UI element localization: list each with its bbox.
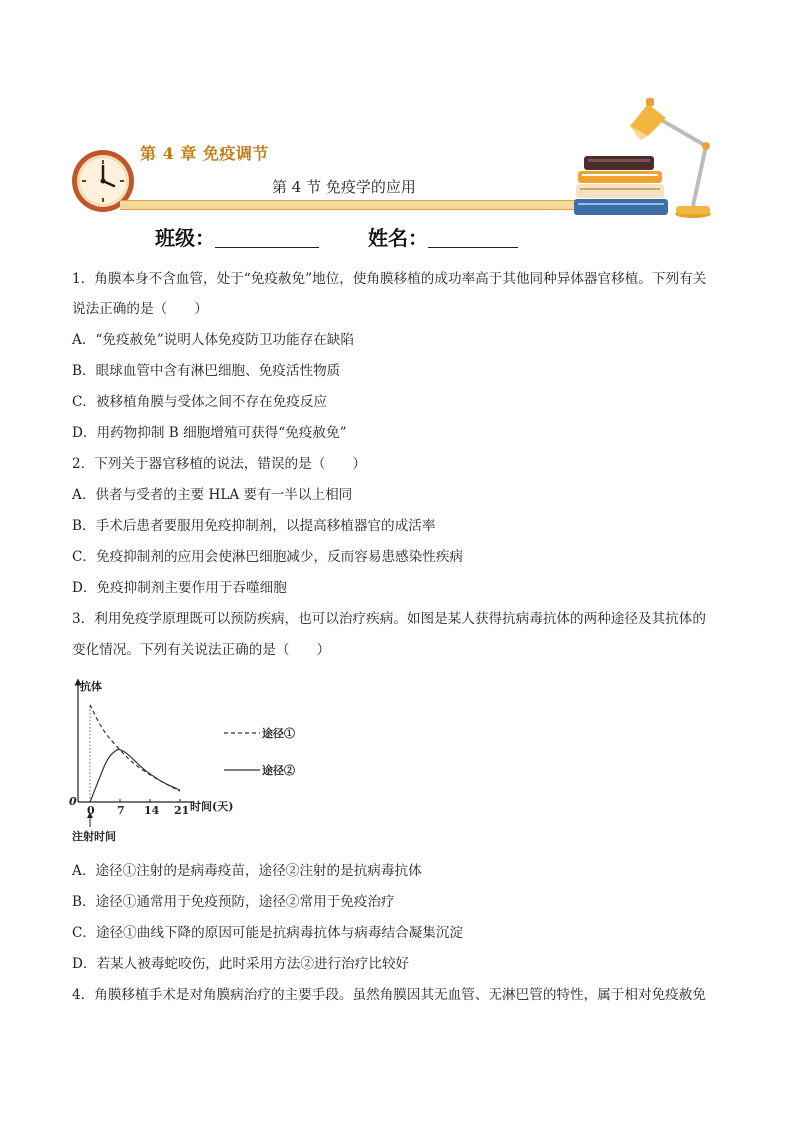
class-blank[interactable]	[215, 227, 319, 248]
series-line-1	[90, 705, 180, 791]
question-3-option-b[interactable]: B．途径①通常用于免疫预防，途径②常用于免疫治疗	[72, 894, 395, 910]
x-tick-label-21: 21	[174, 804, 190, 817]
question-1-stem-line-1: 1．角膜本身不含血管，处于“免疫赦免”地位，使角膜移植的成功率高于其他同种异体器官移植。下列有关	[72, 271, 707, 287]
question-3-option-a[interactable]: A．途径①注射的是病毒疫苗，途径②注射的是抗病毒抗体	[72, 863, 422, 879]
question-2-option-d[interactable]: D．免疫抑制剂主要作用于吞噬细胞	[72, 580, 287, 596]
x-tick-label-14: 14	[144, 804, 160, 817]
name-blank[interactable]	[428, 227, 518, 248]
header-band	[120, 200, 590, 210]
question-1-option-c[interactable]: C．被移植角膜与受体之间不存在免疫反应	[72, 394, 328, 410]
question-1-option-b[interactable]: B．眼球血管中含有淋巴细胞、免疫活性物质	[72, 363, 341, 379]
question-2-option-a[interactable]: A．供者与受者的主要 HLA 要有一半以上相同	[72, 487, 353, 503]
question-2-option-c[interactable]: C．免疫抑制剂的应用会使淋巴细胞减少，反而容易患感染性疾病	[72, 549, 464, 565]
y-axis-label: 抗体	[80, 680, 102, 693]
chapter-title: 第 4 章 免疫调节	[140, 144, 269, 163]
question-2-option-b[interactable]: B．手术后患者要服用免疫抑制剂，以提高移植器官的成活率	[72, 518, 436, 534]
question-2-stem-line-1: 2．下列关于器官移植的说法，错误的是（ ）	[72, 456, 367, 472]
question-4-stem-line-1: 4．角膜移植手术是对角膜病治疗的主要手段。虽然角膜因其无血管、无淋巴管的特性，属于相对免疫赦免	[72, 987, 706, 1003]
books-icon	[574, 152, 674, 218]
question-1-option-d[interactable]: D．用药物抑制 B 细胞增殖可获得“免疫赦免”	[72, 425, 347, 441]
injection-time-label: 注射时间	[72, 830, 116, 843]
name-field	[368, 222, 518, 251]
question-3-option-d[interactable]: D．若某人被毒蛇咬伤，此时采用方法②进行治疗比较好	[72, 956, 410, 972]
question-1-option-a[interactable]: A．“免疫赦免”说明人体免疫防卫功能存在缺陷	[72, 332, 354, 348]
series-line-2	[90, 750, 180, 802]
class-field	[155, 222, 319, 251]
legend-label-2: 途径②	[262, 764, 295, 777]
x-tick-label-0: 0	[87, 804, 95, 817]
question-3-stem-line-2: 变化情况。下列有关说法正确的是（ ）	[72, 642, 331, 658]
legend-label-1: 途径①	[262, 727, 295, 740]
x-axis-label: 时间(天)	[190, 800, 234, 813]
section-title: 第 4 节 免疫学的应用	[272, 178, 416, 196]
question-3-option-c[interactable]: C．途径①曲线下降的原因可能是抗病毒抗体与病毒结合凝集沉淀	[72, 925, 464, 941]
question-3-stem-line-1: 3．利用免疫学原理既可以预防疾病，也可以治疗疾病。如图是某人获得抗病毒抗体的两种途径及其抗体的	[72, 611, 706, 627]
name-label: 姓名：	[368, 226, 428, 250]
question-1-stem-line-2: 说法正确的是（ ）	[72, 301, 208, 317]
class-label: 班级：	[155, 226, 215, 250]
x-tick-label-7: 7	[117, 804, 125, 817]
origin-label: 0	[69, 795, 77, 808]
antibody-chart	[66, 674, 316, 846]
